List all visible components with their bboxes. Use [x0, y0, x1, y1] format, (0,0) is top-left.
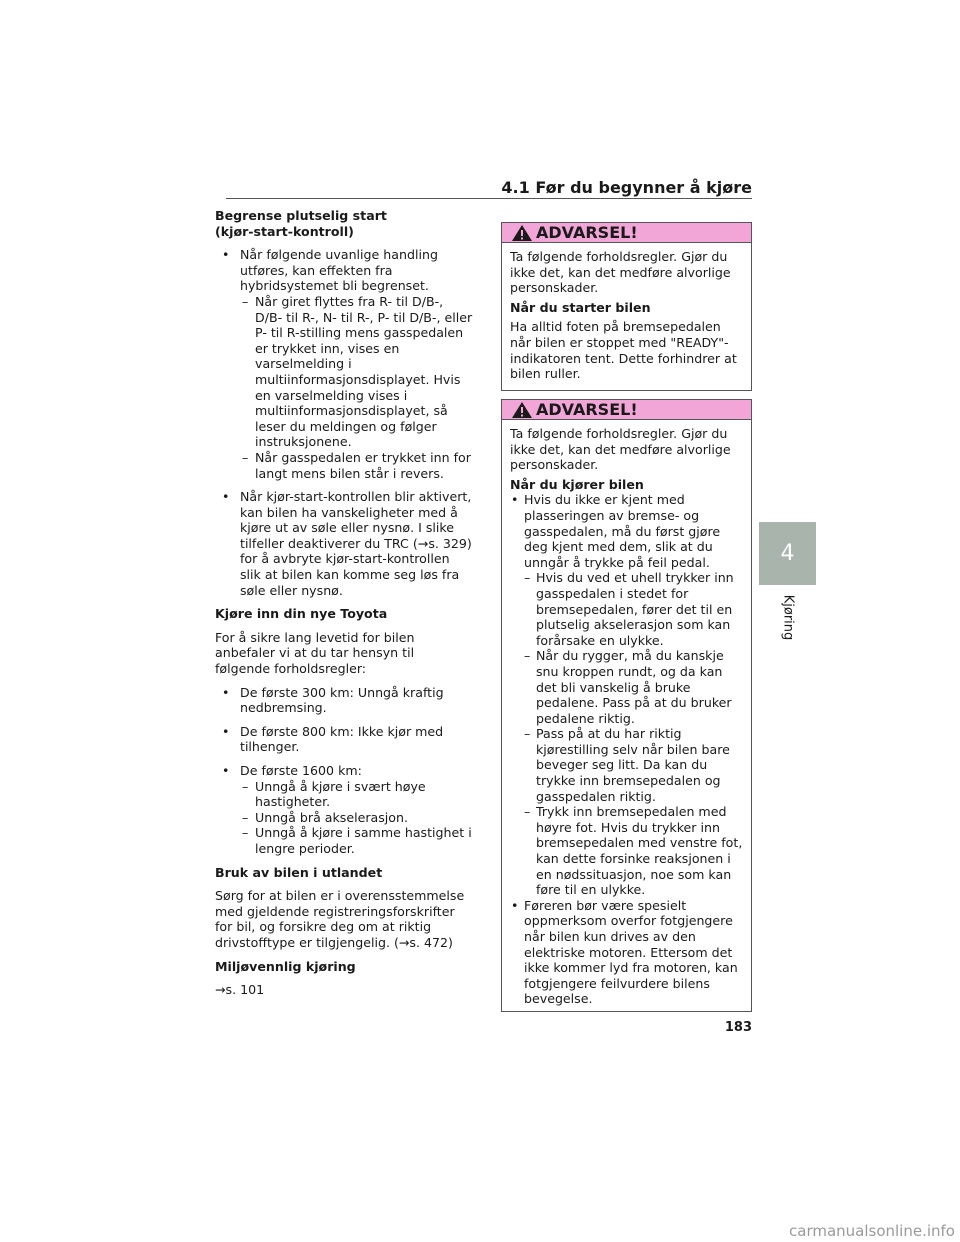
section-title-start-control: Begrense plutselig start (kjør-start-kontroll) [215, 208, 387, 239]
sub-list-item: – Unngå å kjøre i samme hastighet i lengre perioder. [215, 825, 473, 856]
warning-subtitle: Når du kjører bilen [510, 476, 644, 492]
warning-triangle-icon [511, 224, 533, 242]
warning-intro: Ta følgende forholdsregler. Gjør du ikke det, kan det medføre alvorlige personskader. [510, 249, 731, 296]
watermark: carmanualsonline.info [789, 1222, 955, 1240]
sub-list-item: – Når giret flyttes fra R- til D/B-, D/B- til R-, N- til R-, P- til D/B-, eller P- til R-stilling mens gasspedalen er trykket inn, vises en varselmelding i multiinformasjonsdisplayet. Hvis en varselmelding vises i multiinformasjonsdisplayet, så leser du meldingen og følger instruksjonene. [215, 294, 473, 450]
warning-label: ADVARSEL! [536, 222, 638, 242]
warning-label: ADVARSEL! [536, 399, 638, 419]
chapter-tab [759, 522, 816, 585]
section-title-eco: Miljøvennlig kjøring [215, 958, 356, 974]
sub-list-item: – Unngå å kjøre i svært høye hastigheter. [215, 779, 473, 810]
chapter-label [759, 585, 816, 650]
list-item: • Når kjør-start-kontrollen blir aktivert, kan bilen ha vanskeligheter med å kjøre ut av søle eller nysnø. I slike tilfeller deaktiverer du TRC (→s. 329) for å avbryte kjør-start-kontrollen slik at bilen kan komme seg løs fra søle eller nysnø. [215, 489, 473, 598]
warning-header [502, 400, 751, 420]
paragraph-link[interactable]: →s. 101 [215, 982, 265, 998]
warning-subtitle: Når du starter bilen [510, 299, 651, 315]
warning-sub-item: – Pass på at du har riktig kjørestilling selv når bilen bare beveger seg litt. Da kan du trykke inn bremsepedalen og gasspedalen riktig. [510, 726, 743, 804]
paragraph: Sørg for at bilen er i overensstemmelse med gjeldende registreringsforskrifter for bil, og forsikre deg om at riktig drivstofftype er tilgjengelig. (→s. 472) [215, 888, 465, 950]
list-item: • De første 800 km: Ikke kjør med tilhenger. [215, 724, 473, 755]
warning-list-item: • Føreren bør være spesielt oppmerksom overfor fotgjengere når bilen kun drives av den elektriske motoren. Ettersom det ikke kommer lyd fra motoren, kan fotgjengere feilvurdere bilens bevegelse. [510, 898, 743, 1007]
page-header-title: 4.1 Før du begynner å kjøre [501, 178, 752, 197]
warning-sub-item: – Når du rygger, må du kanskje snu kroppen rundt, og da kan det bli vanskelig å bruke pedalene. Pass på at du bruker pedalene riktig. [510, 648, 743, 726]
chapter-number: 4 [780, 541, 795, 566]
warning-intro: Ta følgende forholdsregler. Gjør du ikke det, kan det medføre alvorlige personskader. [510, 426, 731, 473]
list-item: • De første 1600 km: – Unngå å kjøre i svært høye hastigheter. – Unngå brå akselerasjon. – Unngå å kjøre i samme hastighet i lengre perioder. [215, 763, 473, 857]
header-divider [226, 198, 752, 199]
warning-box-2 [501, 399, 752, 1012]
warning-sub-item: – Trykk inn bremsepedalen med høyre fot. Hvis du trykker inn bremsepedalen med venstre fot, kan dette forsinke reaksjonen i en nødssituasjon, noe som kan føre til en ulykke. [510, 804, 743, 898]
warning-triangle-icon [511, 401, 533, 419]
paragraph: For å sikre lang levetid for bilen anbefaler vi at du tar hensyn til følgende forholdsregler: [215, 629, 415, 677]
warning-header [502, 223, 751, 243]
page-number: 183 [724, 1020, 752, 1035]
warning-text: Ha alltid foten på bremsepedalen når bilen er stoppet med "READY"-indikatoren tent. Dette forhindrer at bilen ruller. [510, 319, 737, 382]
chapter-label-text: Kjøring [779, 594, 795, 641]
warning-sub-item: – Hvis du ved et uhell trykker inn gasspedalen i stedet for bremsepedalen, fører det til en plutselig akselerasjon som kan forårsake en ulykke. [510, 570, 743, 648]
sub-list-item: – Unngå brå akselerasjon. [215, 810, 473, 826]
left-column [215, 208, 473, 1006]
sub-list-item: – Når gasspedalen er trykket inn for langt mens bilen står i revers. [215, 450, 473, 481]
warning-box-1 [501, 222, 752, 391]
list-item: • De første 300 km: Unngå kraftig nedbremsing. [215, 685, 473, 716]
list-item: • Når følgende uvanlige handling utføres, kan effekten fra hybridsystemet bli begrenset. – Når giret flyttes fra R- til D/B-, D/B- til R-, N- til R-, P- til D/B-, eller P- til R-stilling mens gasspedalen er trykket inn, vises en varselmelding i multiinformasjonsdisplayet. Hvis en varselmelding vises i multiinformasjonsdisplayet, så leser du meldingen og følger instruksjonene. – Når gasspedalen er trykket inn for langt mens bilen står i revers. [215, 247, 473, 481]
section-title-abroad: Bruk av bilen i utlandet [215, 864, 383, 880]
section-title-break-in: Kjøre inn din nye Toyota [215, 606, 388, 622]
warning-list-item: • Hvis du ikke er kjent med plasseringen av bremse- og gasspedalen, må du først gjøre deg kjent med dem, slik at du unngår å trykke på feil pedal. – Hvis du ved et uhell trykker inn gasspedalen i stedet for bremsepedalen, fører det til en plutselig akselerasjon som kan forårsake en ulykke. – Når du rygger, må du kanskje snu kroppen rundt, og da kan det bli vanskelig å bruke pedalene. Pass på at du bruker pedalene riktig. – Pass på at du har riktig kjørestilling selv når bilen bare beveger seg litt. Da kan du trykke inn bremsepedalen og gasspedalen riktig. – Trykk inn bremsepedalen med høyre fot. Hvis du trykker inn bremsepedalen med venstre fot, kan dette forsinke reaksjonen i en nødssituasjon, noe som kan føre til en ulykke. [510, 492, 743, 897]
